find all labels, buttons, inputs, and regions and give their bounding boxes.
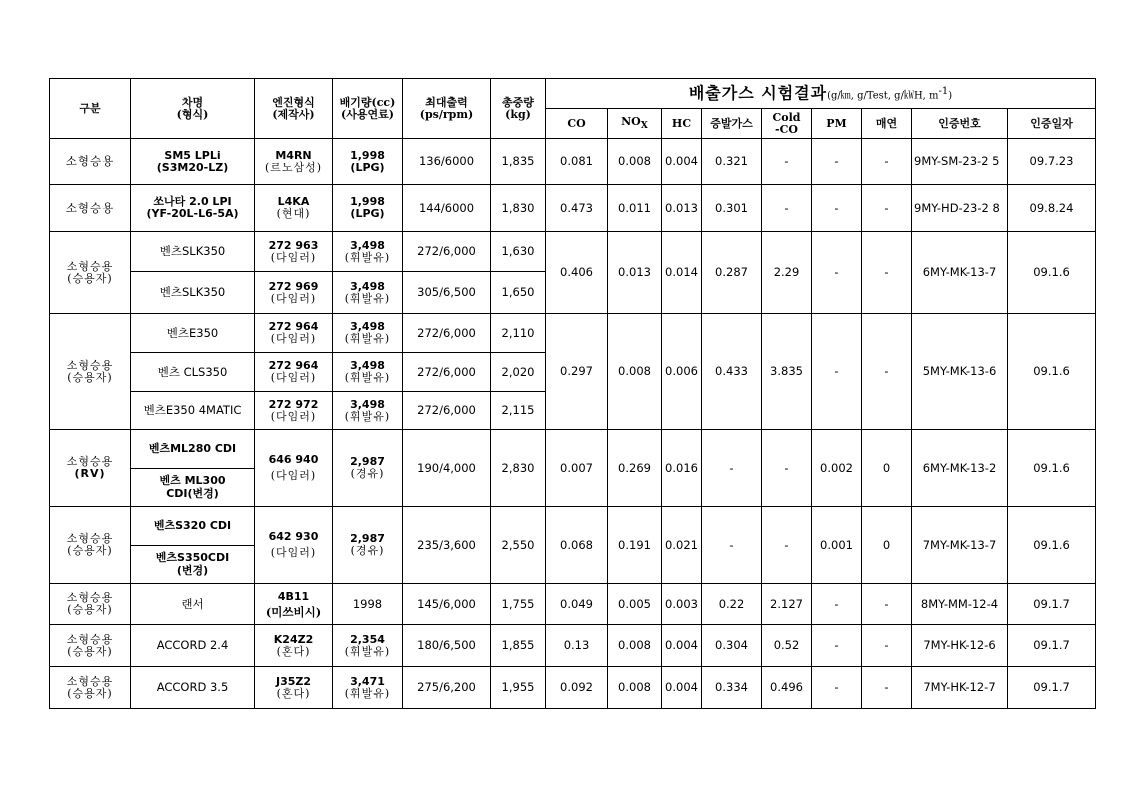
cell-cert: 7MY-HK-12-6: [912, 625, 1008, 667]
cell-car: ACCORD 2.4: [131, 625, 255, 667]
cell-power: 235/3,600: [403, 507, 491, 584]
cell-smoke: 0: [862, 507, 912, 584]
cell-disp: 2,987 (경유): [333, 430, 403, 507]
emission-results-table: [49, 78, 1096, 709]
table-row: [50, 625, 1096, 667]
cell-pm: 0.001: [812, 507, 862, 584]
cell-co: 0.297: [546, 314, 608, 430]
header-total-weight: 총중량 (kg): [491, 79, 546, 139]
table-row: [50, 139, 1096, 185]
cell-engine: 646 940 (다임러): [255, 430, 333, 507]
cell-co: 0.406: [546, 232, 608, 314]
cell-power: 272/6,000: [403, 232, 491, 272]
cell-car: ACCORD 3.5: [131, 667, 255, 709]
cell-disp: 2,354 (휘발유): [333, 625, 403, 667]
cell-pm: 0.002: [812, 430, 862, 507]
cell-weight: 2,020: [491, 353, 546, 392]
cell-weight: 1,955: [491, 667, 546, 709]
cell-pm: -: [812, 139, 862, 185]
cell-date: 09.8.24: [1008, 185, 1096, 232]
cell-car: 벤츠ML280 CDI 벤츠 ML300 CDI(변경): [131, 430, 255, 507]
cell-engine: K24Z2 (혼다): [255, 625, 333, 667]
cell-pm: -: [812, 667, 862, 709]
cell-smoke: -: [862, 625, 912, 667]
cell-hc: 0.004: [662, 667, 702, 709]
cell-cert: 9MY-HD-23-2 8: [912, 185, 1008, 232]
cell-cold: -: [762, 430, 812, 507]
cell-power: 305/6,500: [403, 272, 491, 314]
cell-hc: 0.013: [662, 185, 702, 232]
cell-gubun: 소형승용 (승용자): [50, 314, 131, 430]
cell-weight: 1,650: [491, 272, 546, 314]
cell-cert: 5MY-MK-13-6: [912, 314, 1008, 430]
cell-weight: 1,835: [491, 139, 546, 185]
table-row: [50, 232, 1096, 272]
cell-power: 145/6,000: [403, 584, 491, 625]
cell-disp: 3,498 (휘발유): [333, 353, 403, 392]
cell-car: 랜서: [131, 584, 255, 625]
cell-evap: 0.22: [702, 584, 762, 625]
header-cert-no: 인증번호: [912, 109, 1008, 139]
header-hc: HC: [662, 109, 702, 139]
cell-evap: 0.433: [702, 314, 762, 430]
cell-engine: 272 963 (다임러): [255, 232, 333, 272]
cell-date: 09.1.7: [1008, 667, 1096, 709]
cell-weight: 2,110: [491, 314, 546, 353]
cell-hc: 0.021: [662, 507, 702, 584]
cell-car: 벤츠SLK350: [131, 272, 255, 314]
cell-date: 09.1.6: [1008, 507, 1096, 584]
header-smoke: 매연: [862, 109, 912, 139]
cell-smoke: -: [862, 232, 912, 314]
cell-hc: 0.003: [662, 584, 702, 625]
cell-co: 0.473: [546, 185, 608, 232]
cell-hc: 0.014: [662, 232, 702, 314]
cell-engine: 642 930 (다임러): [255, 507, 333, 584]
cell-disp: 1998: [333, 584, 403, 625]
cell-hc: 0.006: [662, 314, 702, 430]
cell-evap: 0.287: [702, 232, 762, 314]
cell-gubun: 소형승용: [50, 185, 131, 232]
cell-co: 0.13: [546, 625, 608, 667]
cell-hc: 0.016: [662, 430, 702, 507]
cell-cert: 6MY-MK-13-2: [912, 430, 1008, 507]
cell-co: 0.068: [546, 507, 608, 584]
cell-gubun: 소형승용: [50, 139, 131, 185]
cell-date: 09.1.7: [1008, 584, 1096, 625]
cell-pm: -: [812, 625, 862, 667]
cell-co: 0.049: [546, 584, 608, 625]
cell-smoke: -: [862, 584, 912, 625]
cell-engine: L4KA (현대): [255, 185, 333, 232]
cell-pm: -: [812, 232, 862, 314]
table-row: [50, 584, 1096, 625]
cell-nox: 0.011: [608, 185, 662, 232]
cell-evap: 0.321: [702, 139, 762, 185]
cell-smoke: 0: [862, 430, 912, 507]
cell-engine: 272 964 (다임러): [255, 353, 333, 392]
cell-disp: 1,998 (LPG): [333, 185, 403, 232]
cell-smoke: -: [862, 314, 912, 430]
cell-date: 09.1.6: [1008, 314, 1096, 430]
cell-weight: 2,830: [491, 430, 546, 507]
cell-pm: -: [812, 584, 862, 625]
cell-nox: 0.269: [608, 430, 662, 507]
cell-evap: 0.301: [702, 185, 762, 232]
table-row: [50, 314, 1096, 353]
cell-cold: -: [762, 185, 812, 232]
cell-nox: 0.191: [608, 507, 662, 584]
cell-power: 272/6,000: [403, 392, 491, 430]
cell-co: 0.081: [546, 139, 608, 185]
cell-disp: 3,498 (휘발유): [333, 314, 403, 353]
header-engine: 엔진형식 (제작사): [255, 79, 333, 139]
cell-gubun: 소형승용 (승용자): [50, 232, 131, 314]
cell-car: 벤츠S320 CDI 벤츠S350CDI (변경): [131, 507, 255, 584]
cell-hc: 0.004: [662, 139, 702, 185]
cell-date: 09.1.6: [1008, 232, 1096, 314]
cell-power: 144/6000: [403, 185, 491, 232]
cell-weight: 1,755: [491, 584, 546, 625]
cell-pm: -: [812, 185, 862, 232]
cell-cert: 6MY-MK-13-7: [912, 232, 1008, 314]
cell-engine: M4RN (르노삼성): [255, 139, 333, 185]
cell-engine: 4B11 (미쓰비시): [255, 584, 333, 625]
table-row: [50, 430, 1096, 507]
cell-car: 쏘나타 2.0 LPI (YF-20L-L6-5A): [131, 185, 255, 232]
table-row: [50, 507, 1096, 584]
cell-car: 벤츠E350 4MATIC: [131, 392, 255, 430]
cell-engine: 272 969 (다임러): [255, 272, 333, 314]
header-cold-co: Cold -CO: [762, 109, 812, 139]
cell-cold: -: [762, 507, 812, 584]
cell-cold: -: [762, 139, 812, 185]
cell-cold: 3.835: [762, 314, 812, 430]
cell-evap: 0.334: [702, 667, 762, 709]
cell-weight: 1,830: [491, 185, 546, 232]
cell-weight: 2,115: [491, 392, 546, 430]
cell-gubun: 소형승용 (승용자): [50, 667, 131, 709]
cell-power: 136/6000: [403, 139, 491, 185]
cell-weight: 1,855: [491, 625, 546, 667]
cell-gubun: 소형승용 (승용자): [50, 584, 131, 625]
header-evap: 증발가스: [702, 109, 762, 139]
header-pm: PM: [812, 109, 862, 139]
cell-evap: -: [702, 507, 762, 584]
cell-cold: 0.496: [762, 667, 812, 709]
cell-pm: -: [812, 314, 862, 430]
cell-nox: 0.008: [608, 139, 662, 185]
cell-cert: 7MY-MK-13-7: [912, 507, 1008, 584]
cell-evap: -: [702, 430, 762, 507]
cell-power: 272/6,000: [403, 353, 491, 392]
cell-engine: 272 972 (다임러): [255, 392, 333, 430]
cell-disp: 3,498 (휘발유): [333, 232, 403, 272]
table-row: [50, 185, 1096, 232]
header-results: 배출가스 시험결과(g/㎞, g/Test, g/㎾H, $m^{-1}$): [546, 79, 1096, 109]
cell-engine: J35Z2 (혼다): [255, 667, 333, 709]
cell-smoke: -: [862, 139, 912, 185]
cell-weight: 1,630: [491, 232, 546, 272]
cell-nox: 0.008: [608, 314, 662, 430]
cell-cold: 2.127: [762, 584, 812, 625]
cell-co: 0.007: [546, 430, 608, 507]
header-co: CO: [546, 109, 608, 139]
cell-weight: 2,550: [491, 507, 546, 584]
cell-nox: 0.013: [608, 232, 662, 314]
cell-cert: 8MY-MM-12-4: [912, 584, 1008, 625]
header-gubun: 구분: [50, 79, 131, 139]
header-car-name: 차명 (형식): [131, 79, 255, 139]
header-displacement: 배기량(cc) (사용연료): [333, 79, 403, 139]
cell-evap: 0.304: [702, 625, 762, 667]
cell-hc: 0.004: [662, 625, 702, 667]
cell-power: 190/4,000: [403, 430, 491, 507]
cell-smoke: -: [862, 667, 912, 709]
cell-nox: 0.008: [608, 667, 662, 709]
cell-power: 275/6,200: [403, 667, 491, 709]
cell-disp: 3,498 (휘발유): [333, 392, 403, 430]
cell-disp: 3,498 (휘발유): [333, 272, 403, 314]
cell-car: 벤츠SLK350: [131, 232, 255, 272]
cell-disp: 1,998 (LPG): [333, 139, 403, 185]
table-row: [50, 667, 1096, 709]
cell-power: 180/6,500: [403, 625, 491, 667]
cell-date: 09.1.6: [1008, 430, 1096, 507]
cell-smoke: -: [862, 185, 912, 232]
cell-gubun: 소형승용 (승용자): [50, 507, 131, 584]
cell-gubun: 소형승용 (승용자): [50, 625, 131, 667]
cell-nox: 0.008: [608, 625, 662, 667]
cell-date: 09.7.23: [1008, 139, 1096, 185]
cell-nox: 0.005: [608, 584, 662, 625]
header-nox: $NO_X$: [608, 109, 662, 139]
cell-car: 벤츠 CLS350: [131, 353, 255, 392]
cell-cert: 9MY-SM-23-2 5: [912, 139, 1008, 185]
cell-cold: 2.29: [762, 232, 812, 314]
cell-cert: 7MY-HK-12-7: [912, 667, 1008, 709]
cell-car: SM5 LPLi (S3M20-LZ): [131, 139, 255, 185]
cell-gubun: 소형승용 (RV): [50, 430, 131, 507]
header-cert-date: 인증일자: [1008, 109, 1096, 139]
cell-co: 0.092: [546, 667, 608, 709]
cell-disp: 3,471 (휘발유): [333, 667, 403, 709]
cell-engine: 272 964 (다임러): [255, 314, 333, 353]
header-max-output: 최대출력 (ps/rpm): [403, 79, 491, 139]
cell-date: 09.1.7: [1008, 625, 1096, 667]
cell-disp: 2,987 (경유): [333, 507, 403, 584]
cell-power: 272/6,000: [403, 314, 491, 353]
cell-car: 벤츠E350: [131, 314, 255, 353]
cell-cold: 0.52: [762, 625, 812, 667]
